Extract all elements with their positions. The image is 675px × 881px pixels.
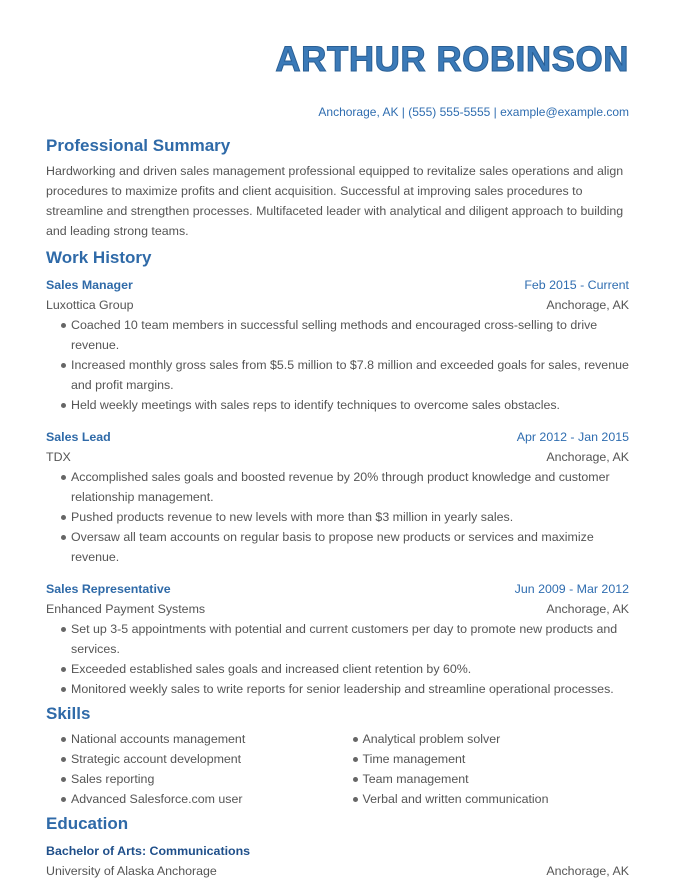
section-title-work-history: Work History: [46, 248, 152, 267]
job-bullets: [46, 315, 629, 415]
skill-item: Time management: [363, 749, 630, 769]
skill-item: Advanced Salesforce.com user: [71, 789, 338, 809]
job-entry: [46, 579, 629, 699]
job-company-row: [46, 295, 629, 315]
skill-item: National accounts management: [71, 729, 338, 749]
degree-line: [46, 841, 629, 861]
skill-item: Team management: [363, 769, 630, 789]
job-dates: Jun 2009 - Mar 2012: [514, 582, 629, 596]
section-title-education: Education: [46, 814, 129, 833]
job-bullets: [46, 619, 629, 699]
candidate-name: ARTHUR ROBINSON: [275, 40, 629, 79]
job-entry: [46, 275, 629, 415]
contact-info: Anchorage, AK | (555) 555-5555 | example@example.com: [318, 105, 629, 119]
skill-item: Sales reporting: [71, 769, 338, 789]
job-title: Sales Manager: [46, 278, 133, 292]
list-item: Monitored weekly sales to write reports for senior leadership and streamline operational processes.: [71, 679, 629, 699]
section-title-summary: Professional Summary: [46, 136, 231, 155]
skills-column-left: [46, 729, 338, 809]
section-title-skills: Skills: [46, 704, 91, 723]
job-company: Luxottica Group: [46, 298, 134, 312]
list-item: Coached 10 team members in successful selling methods and encouraged cross-selling to drive revenue.: [71, 315, 629, 355]
degree-field: Communications: [149, 844, 251, 858]
list-item: Increased monthly gross sales from $5.5 million to $7.8 million and exceeded goals for sales, revenue and profit margins.: [71, 355, 629, 395]
job-header: [46, 275, 629, 295]
list-item: Held weekly meetings with sales reps to identify techniques to overcome sales obstacles.: [71, 395, 629, 415]
school-name: University of Alaska Anchorage: [46, 864, 217, 878]
skill-item: Strategic account development: [71, 749, 338, 769]
job-location: Anchorage, AK: [546, 450, 629, 464]
degree-separator: :: [141, 844, 147, 858]
list-item: Oversaw all team accounts on regular basis to propose new products or services and maximize revenue.: [71, 527, 629, 567]
summary-text: Hardworking and driven sales management professional equipped to revitalize sales operations and align procedures to maximize profits and client acquisition. Successful at improving sales procedures to streamline and strengthen processes. Multifaceted leader with analytical and diligent approach to building and leading strong teams.: [46, 164, 624, 238]
job-bullets: [46, 467, 629, 567]
degree-name: Bachelor of Arts: [46, 844, 142, 858]
job-company-row: [46, 599, 629, 619]
list-item: Exceeded established sales goals and increased client retention by 60%.: [71, 659, 629, 679]
job-company: Enhanced Payment Systems: [46, 602, 206, 616]
job-dates: Apr 2012 - Jan 2015: [516, 430, 629, 444]
job-header: [46, 579, 629, 599]
skills-column-right: [338, 729, 630, 809]
job-company-row: [46, 447, 629, 467]
job-entry: [46, 427, 629, 567]
list-item: Set up 3-5 appointments with potential and current customers per day to promote new products and services.: [71, 619, 629, 659]
skill-item: Analytical problem solver: [363, 729, 630, 749]
job-location: Anchorage, AK: [546, 298, 629, 312]
job-title: Sales Representative: [46, 582, 171, 596]
skills-grid: [46, 729, 629, 809]
list-item: Pushed products revenue to new levels with more than $3 million in yearly sales.: [71, 507, 629, 527]
job-company: TDX: [46, 450, 71, 464]
list-item: Accomplished sales goals and boosted revenue by 20% through product knowledge and customer relationship management.: [71, 467, 629, 507]
school-location: Anchorage, AK: [546, 864, 629, 878]
job-title: Sales Lead: [46, 430, 111, 444]
skill-item: Verbal and written communication: [363, 789, 630, 809]
job-location: Anchorage, AK: [546, 602, 629, 616]
job-dates: Feb 2015 - Current: [524, 278, 629, 292]
job-header: [46, 427, 629, 447]
education-school-row: [46, 861, 629, 881]
